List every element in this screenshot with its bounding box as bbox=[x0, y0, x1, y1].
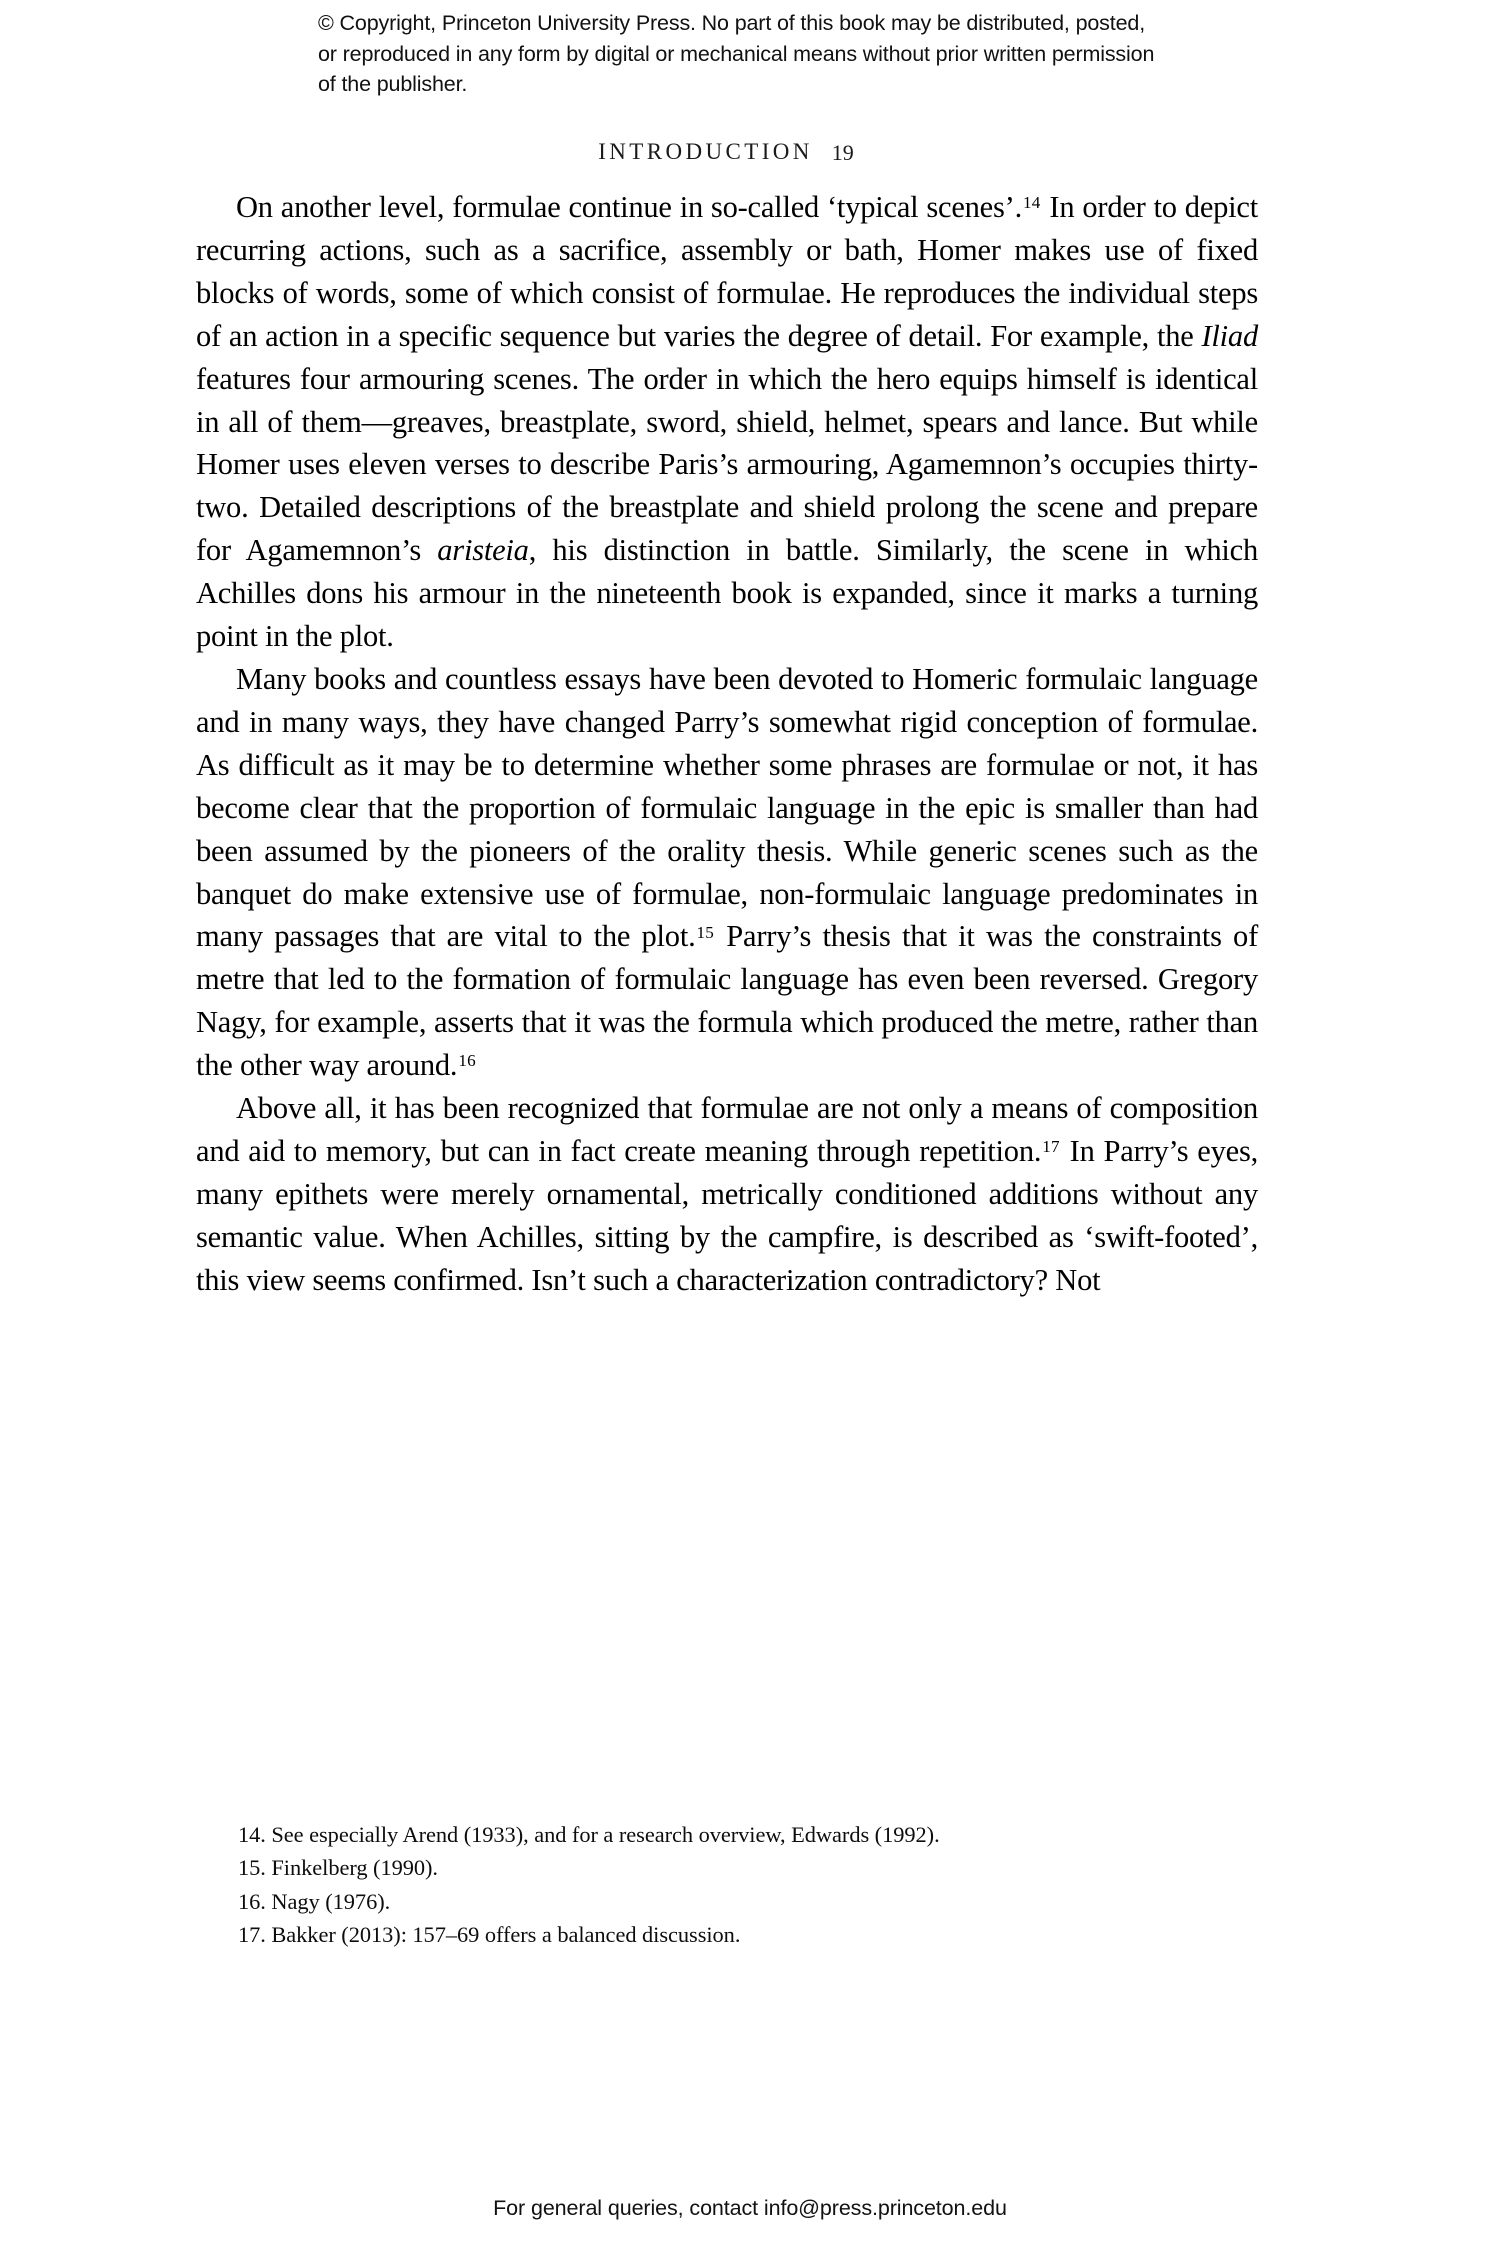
paragraph-create-meaning bbox=[196, 1087, 1258, 1302]
text-run: features four armouring scenes. The order in which the hero equips himself is identical in all of them—greaves, breastplate, sword, shield, helmet, spears and lance. But while Homer uses eleven verses to describe Paris’s armouring, Agamemnon’s occupies thirty-two. Detailed descriptions of the breastplate and shield prolong the scene and prepare for Agamemnon’s bbox=[196, 361, 1258, 568]
footnote-number: 14. bbox=[238, 1822, 266, 1847]
text-run: , his distinction in battle. Similarly, the scene in which Achilles dons his armour in the nineteenth book is expanded, since it marks a turning point in the plot. bbox=[196, 533, 1258, 654]
footnote-text: Bakker (2013): 157–69 offers a balanced discussion. bbox=[265, 1922, 741, 1948]
italic-term: Iliad bbox=[1201, 318, 1258, 353]
footnote-item bbox=[238, 1818, 1258, 1851]
footnote-reference[interactable]: 17 bbox=[1042, 1137, 1060, 1157]
footnote-number: 15. bbox=[238, 1855, 266, 1881]
body-text-column bbox=[196, 186, 1258, 1302]
footnote-number: 17. bbox=[238, 1922, 266, 1948]
text-run: Many books and countless essays have been devoted to Homeric formulaic language and in many ways, they have changed Parry’s somewhat rigid conception of formulae. As difficult as it may be to determine whether some phrases are formulae or not, it has become clear that the proportion of formulaic language in the epic is smaller than had been assumed by the pioneers of the orality thesis. While generic scenes such as the banquet do make extensive use of formulae, non-formulaic language predominates in many passages that are vital to the plot. bbox=[196, 661, 1258, 954]
footnote-item bbox=[238, 1851, 1258, 1884]
text-run: In order to depict recurring actions, such as a sacrifice, assembly or bath, Homer makes use of fixed blocks of words, some of which consist of formulae. He reproduces the individual steps of an action in a specific sequence but varies the degree of detail. For example, the bbox=[196, 190, 1258, 353]
footnote-item bbox=[238, 1885, 1258, 1918]
text-run: Parry’s thesis that it was the constraints of metre that led to the formation of formulaic language has even been reversed. Gregory Nagy, for example, asserts that it was the formula which produced the metre, rather than the other way around. bbox=[196, 919, 1259, 1083]
italic-term: aristeia bbox=[437, 533, 529, 568]
page-footer: For general queries, contact info@press.princeton.edu bbox=[493, 2196, 1007, 2220]
running-head bbox=[196, 139, 1256, 165]
text-run: In Parry’s eyes, many epithets were merely ornamental, metrically conditioned additions without any semantic value. When Achilles, sitting by the campfire, is described as ‘swift-footed’, this view seems confirmed. Isn’t such a characterization contradictory? Not bbox=[196, 1133, 1258, 1297]
footnotes-block bbox=[238, 1818, 1258, 1952]
footnote-reference[interactable]: 16 bbox=[458, 1051, 476, 1071]
footnote-text: Nagy (1976). bbox=[265, 1888, 391, 1914]
paragraph-typical-scenes bbox=[196, 186, 1258, 658]
page-number: 19 bbox=[831, 140, 854, 165]
text-run: On another level, formulae continue in so-called ‘typical scenes’. bbox=[236, 190, 1022, 224]
footnote-number: 16. bbox=[238, 1888, 266, 1914]
footnote-reference[interactable]: 14 bbox=[1022, 193, 1041, 213]
running-head-label: INTRODUCTION bbox=[598, 139, 813, 164]
paragraph-formulaic-language bbox=[196, 658, 1258, 1087]
copyright-notice: © Copyright, Princeton University Press. No part of this book may be distributed, posted, or reproduced in any form by digital or mechanical means without prior written permission of the publisher. bbox=[318, 11, 1155, 96]
text-run: Above all, it has been recognized that formulae are not only a means of composition and aid to memory, but can in fact create meaning through repetition. bbox=[196, 1091, 1258, 1168]
footnote-item bbox=[238, 1918, 1258, 1951]
footnote-text: See especially Arend (1933), and for a research overview, Edwards (1992). bbox=[265, 1822, 940, 1847]
footnote-reference[interactable]: 15 bbox=[696, 922, 714, 942]
footnote-text: Finkelberg (1990). bbox=[265, 1855, 438, 1881]
